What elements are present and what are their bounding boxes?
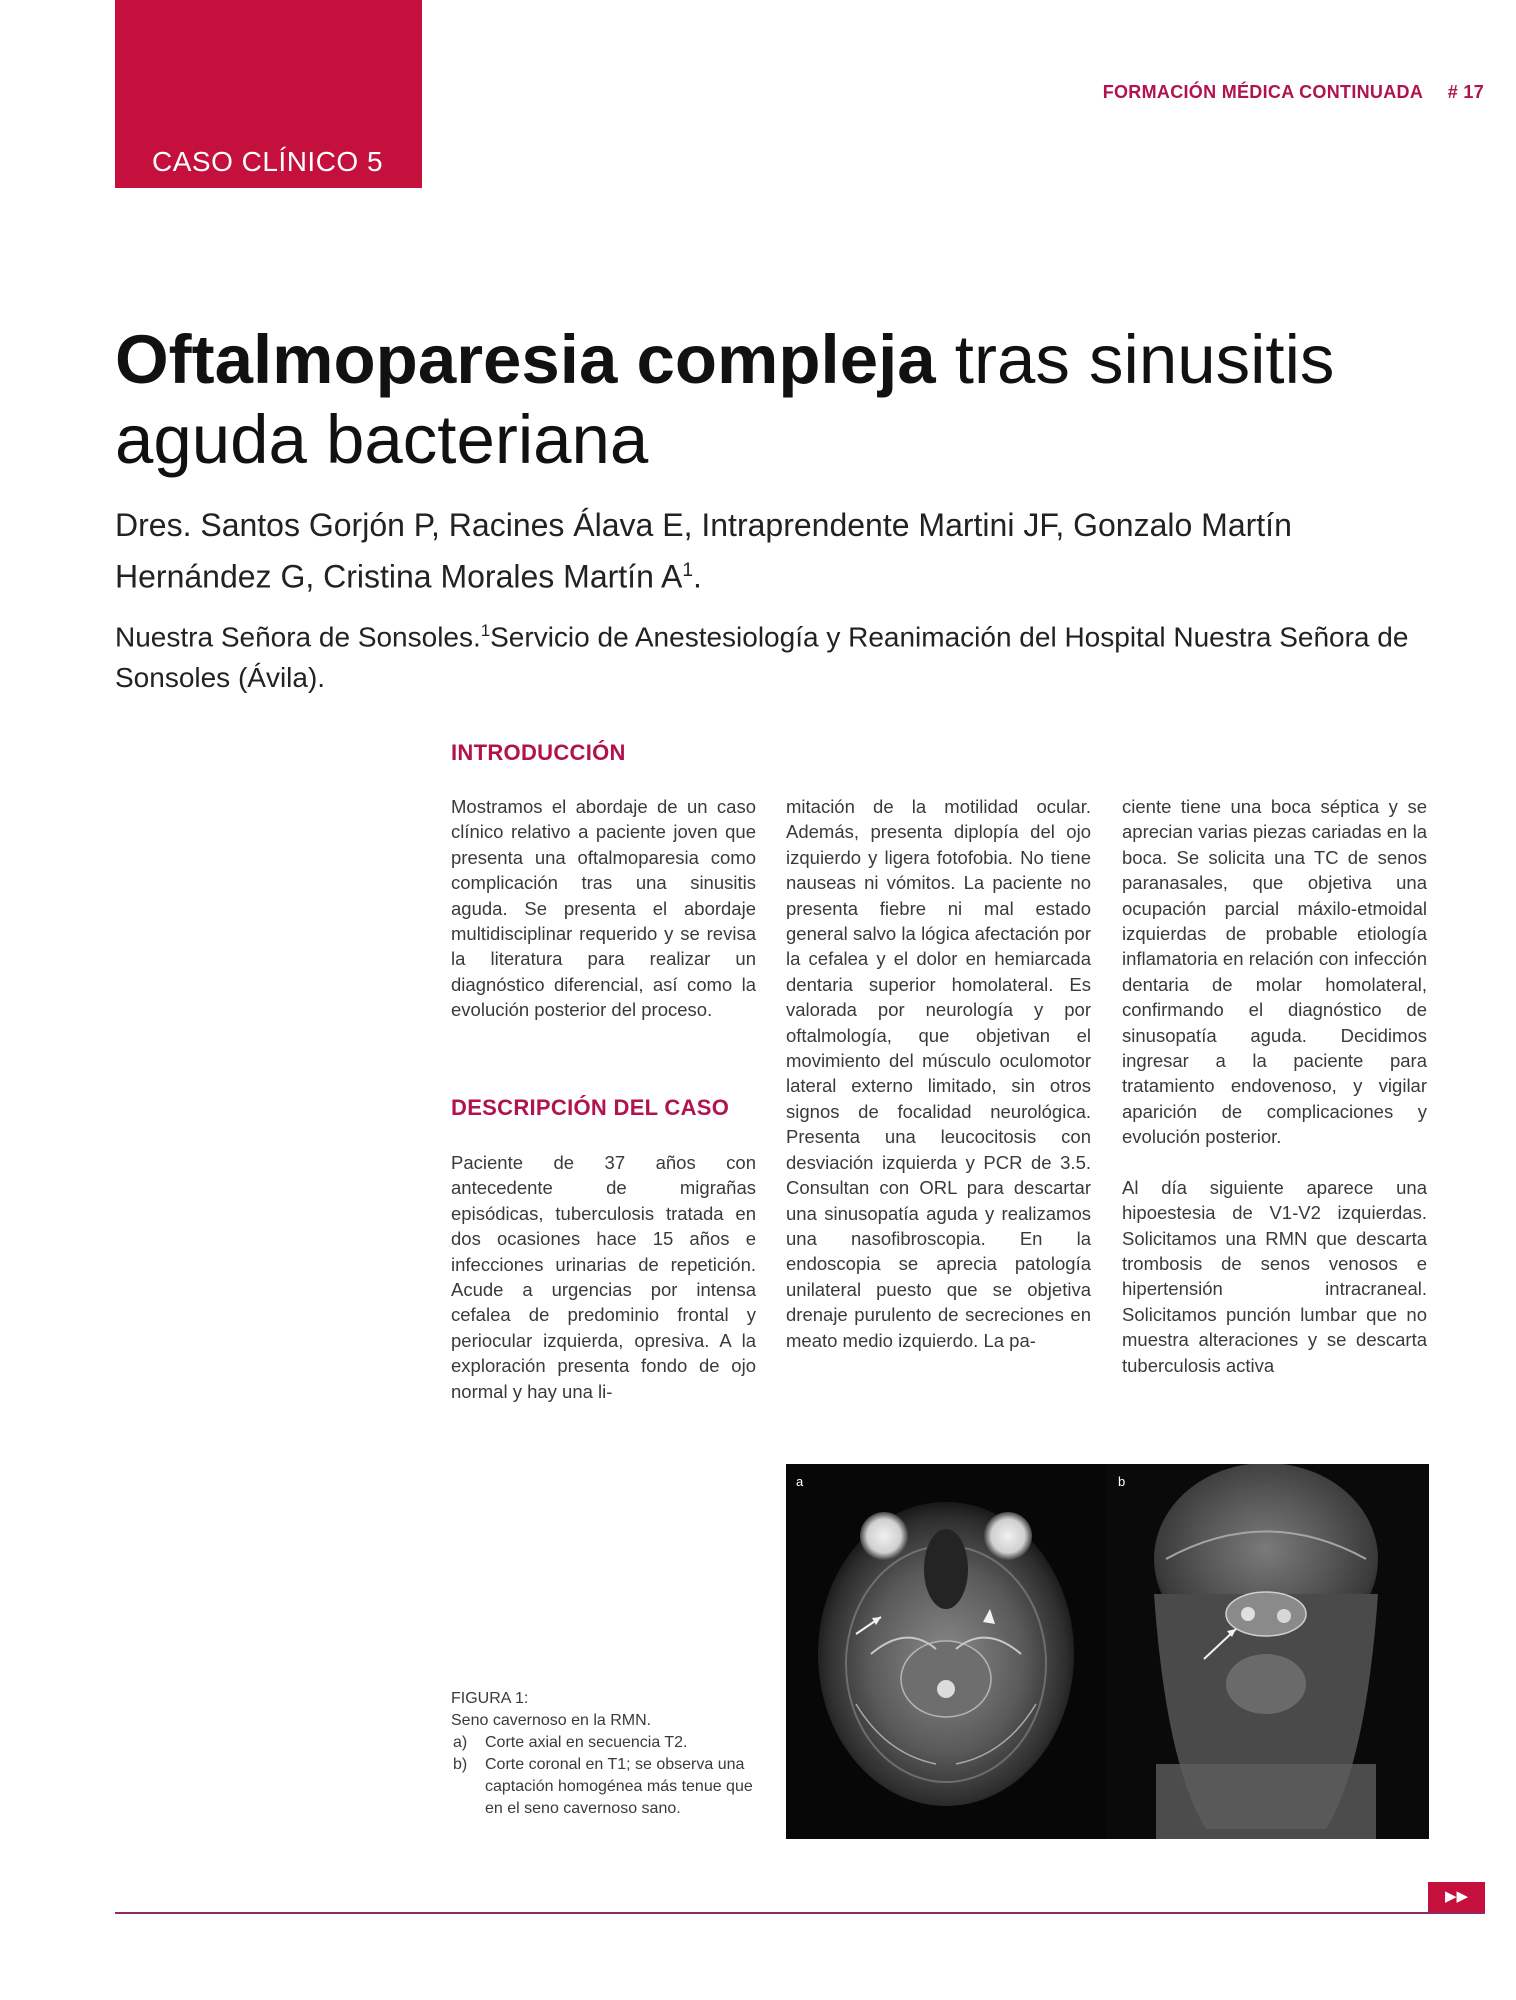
caption-item-b-marker: b) [453,1756,468,1773]
figure-description: Seno cavernoso en la RMN. [451,1712,652,1729]
caption-item-a-marker: a) [453,1734,468,1751]
panel-a-tag: a [796,1474,804,1489]
panel-b-tag: b [1118,1474,1126,1489]
section-tab-label: CASO CLÍNICO 5 [152,146,384,177]
mri-image [786,1464,1429,1839]
authors [115,502,1435,600]
next-page-marker[interactable]: ▶▶ [1428,1882,1485,1912]
case-column-1 [451,1150,756,1404]
case-heading: DESCRIPCIÓN DEL CASO [451,1095,730,1120]
page-number: # 17 [1447,82,1484,102]
caption-item-a-text: Corte axial en secuencia T2. [485,1734,688,1751]
affiliation-a: Nuestra Señora de Sonsoles. [115,621,481,653]
affiliation-b: Servicio de Anestesiología y Reanimación del Hospital Nuestra Señora de Sonsoles (Ávila). [115,621,1409,694]
caption-item-b-text: Corte coronal en T1; se observa una captación homogénea más tenue que en el seno cavernoso sano. [485,1756,753,1817]
intro-column [451,794,756,1023]
caption-item-b [451,1754,761,1820]
figure-caption [451,1688,761,1820]
article-title-rest: tras sinusitis aguda bacteriana [115,321,1335,478]
panel-a [786,1464,1106,1839]
section-tab [115,0,422,188]
panel-b [1108,1464,1429,1839]
affiliation [115,610,1435,698]
mri-figure [786,1464,1429,1839]
authors-sup: 1 [682,560,693,581]
intro-paragraph: Mostramos el abordaje de un caso clínico relativo a paciente joven que presenta una oftalmoparesia como complicación tras una sinusitis aguda. Se presenta el abordaje multidisciplinar requerido y se revisa la literatura para realizar un diagnóstico diferencial, así como la evolución posterior del proceso. [451,796,756,1021]
authors-end: . [693,558,702,595]
article-title-bold: Oftalmoparesia compleja [115,321,936,398]
case-paragraph-2: mitación de la motilidad ocular. Además, presenta diplopía del ojo izquierdo y ligera fotofobia. No tiene nauseas ni vómitos. La paciente no presenta fiebre ni mal estado general salvo la lógica afectación por la cefalea y el dolor en hemiarcada dentaria superior homolateral. Es valorada por neurología y por oftalmología, que objetivan el movimiento del músculo oculomotor lateral externo limitado, sin otros signos de focalidad neurológica. Presenta una leucocitosis con desviación izquierda y PCR de 3.5. Consultan con ORL para descartar una sinusopatía aguda y realizamos una nasofibroscopia. En la endoscopia se aprecia patología unilateral puesto que se objetiva drenaje purulento de secreciones en meato medio izquierdo. La pa- [786,796,1091,1351]
article-title [115,320,1435,480]
figure-label: FIGURA 1: [451,1690,529,1707]
running-header [1103,82,1484,103]
intro-heading: INTRODUCCIÓN [451,740,626,765]
running-title: FORMACIÓN MÉDICA CONTINUADA [1102,82,1423,102]
authors-text: Dres. Santos Gorjón P, Racines Álava E, Intraprendente Martini JF, Gonzalo Martín Hernández G, Cristina Morales Martín A [115,507,1292,595]
caption-item-a [451,1732,761,1754]
case-paragraph-3: ciente tiene una boca séptica y se aprecian varias piezas cariadas en la boca. Se solicita una TC de senos paranasales, que objetiva una ocupación parcial máxilo-etmoidal izquierdas de probable etiología inflamatoria en relación con infección dentaria de molar homolateral, confirmando el diagnóstico de sinusopatía aguda. Decidimos ingresar a la paciente para tratamiento endovenoso, y vigilar aparición de complicaciones y evolución posterior. [1122,796,1427,1148]
case-paragraph-4: Al día siguiente aparece una hipoestesia de V1-V2 izquierdas. Solicitamos una RMN que descarta trombosis de senos venosos e hipertensión intracraneal. Solicitamos punción lumbar que no muestra alteraciones y se descarta tuberculosis activa [1122,1176,1427,1376]
case-column-2 [786,794,1091,1353]
bottom-rule [115,1912,1485,1914]
case-column-3 [1122,794,1427,1378]
affiliation-sup: 1 [480,621,491,640]
case-paragraph-1: Paciente de 37 años con antecedente de migrañas episódicas, tuberculosis tratada en dos ocasiones hace 15 años e infecciones urinarias de repetición. Acude a urgencias por intensa cefalea de predominio frontal y periocular izquierda, opresiva. A la exploración presenta fondo de ojo normal y hay una li- [451,1152,756,1402]
